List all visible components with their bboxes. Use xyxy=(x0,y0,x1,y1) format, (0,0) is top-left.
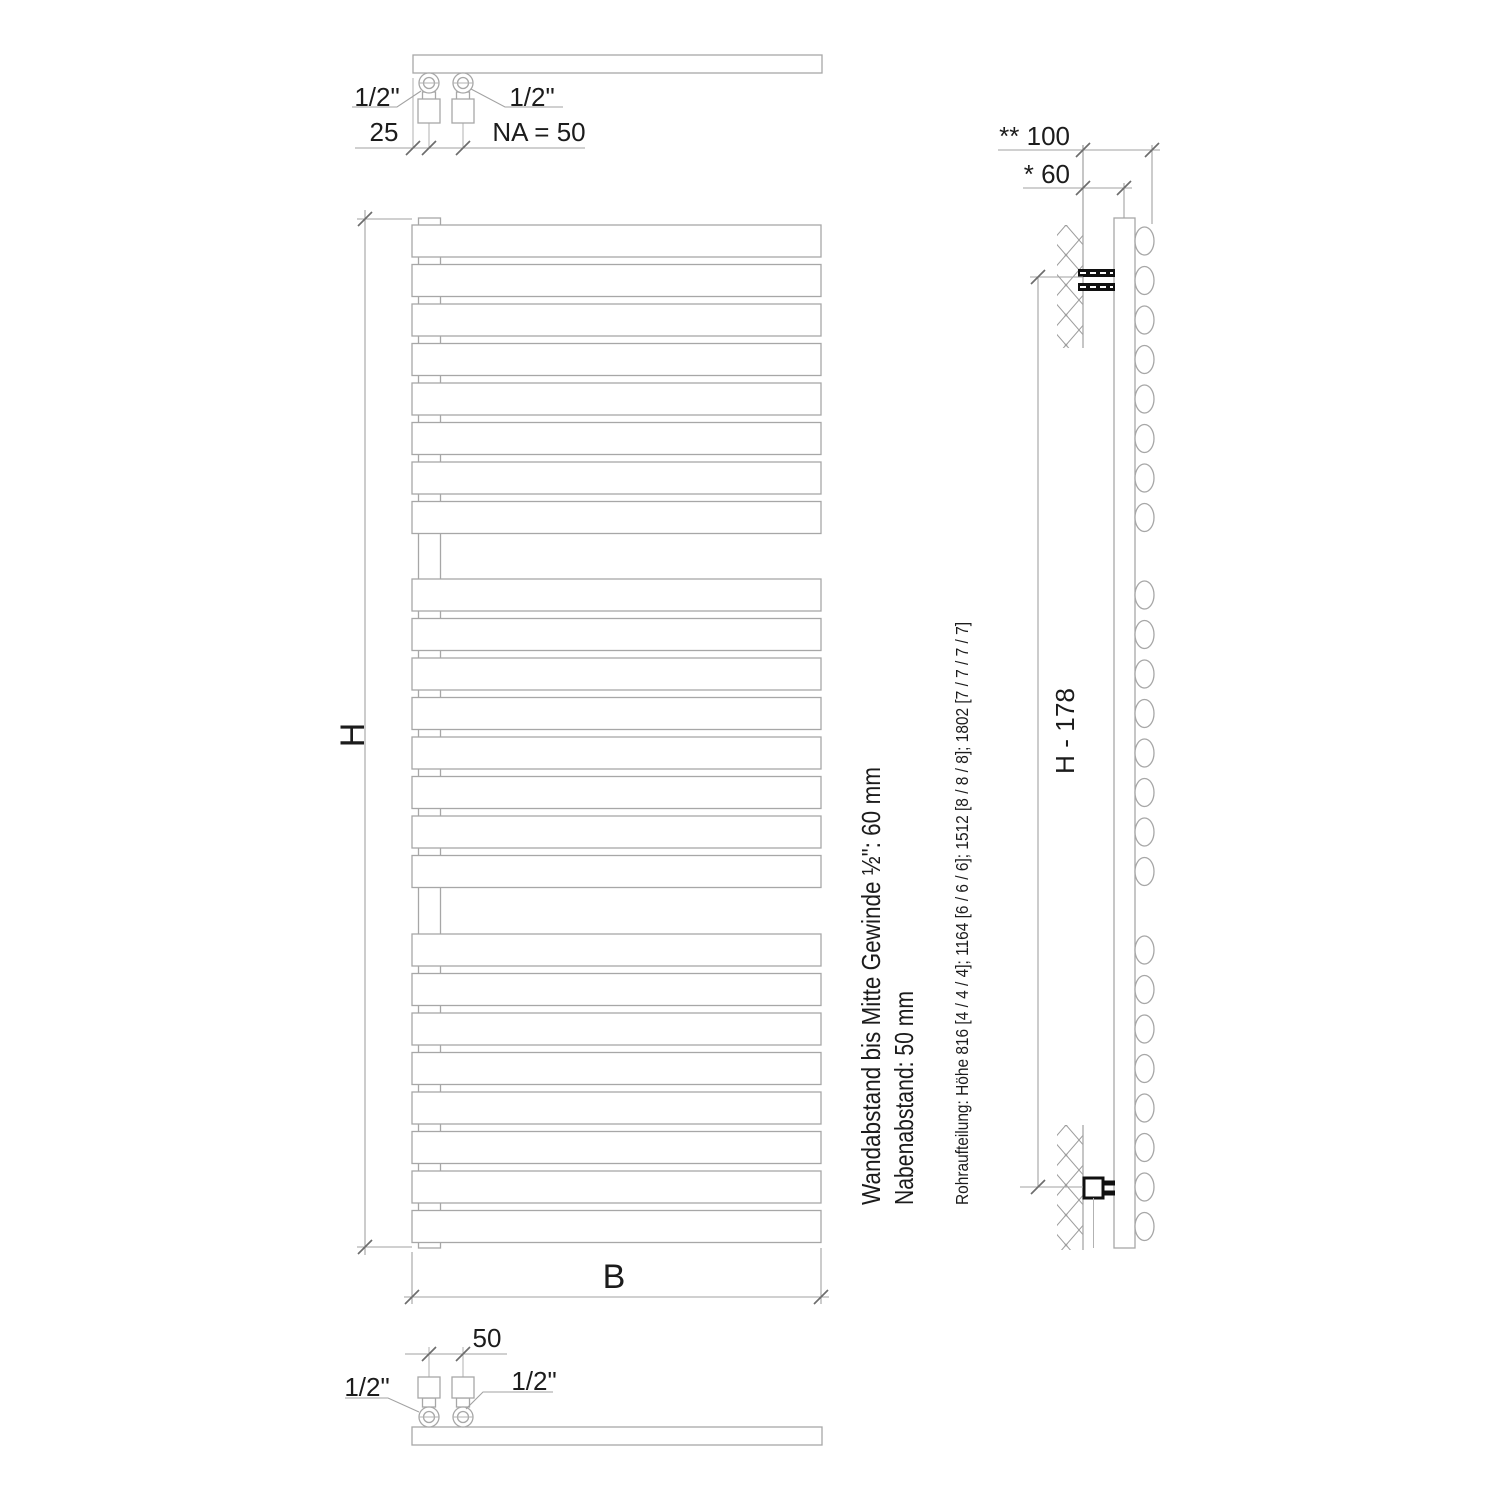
radiator-bar xyxy=(412,737,821,769)
bar-tube-section xyxy=(1135,621,1154,649)
bar-tube-section xyxy=(1135,504,1154,532)
bar-tube-section xyxy=(1135,425,1154,453)
note-hub-spacing: Nabenabstand: 50 mm xyxy=(889,941,919,1205)
bottom-tube xyxy=(412,1427,822,1445)
bar-tube-section xyxy=(1135,739,1154,767)
hub-spacing-label: 50 xyxy=(472,1323,502,1353)
bar-tube-section xyxy=(1135,660,1154,688)
radiator-bar xyxy=(412,1092,821,1124)
radiator-bar xyxy=(412,304,821,336)
bar-tube-section xyxy=(1135,1213,1154,1241)
width-label: B xyxy=(602,1258,626,1296)
top-tube xyxy=(413,55,822,73)
radiator-bar xyxy=(412,462,821,494)
radiator-bar xyxy=(412,658,821,690)
front-view xyxy=(334,210,829,1304)
thread-size-label: 1/2" xyxy=(511,1366,557,1396)
bar-tube-section xyxy=(1135,1094,1154,1122)
bar-tube-section xyxy=(1135,700,1154,728)
bar-tube-section xyxy=(1135,779,1154,807)
pipe-center-dimension xyxy=(1023,159,1132,218)
radiator-bar xyxy=(412,265,821,297)
radiator-bar xyxy=(412,1171,821,1203)
wall-distance-dimension xyxy=(998,121,1160,224)
radiator-bar xyxy=(412,423,821,455)
thread-size-label: 1/2" xyxy=(354,82,400,112)
note-wall-distance: Wandabstand bis Mitte Gewinde ½": 60 mm xyxy=(856,699,886,1205)
radiator-bar xyxy=(412,1013,821,1045)
bottom-connection-detail xyxy=(344,1323,822,1445)
pipe-center-label: * 60 xyxy=(1023,159,1070,189)
height-label: H xyxy=(334,722,372,748)
bar-tube-section xyxy=(1135,936,1154,964)
radiator-bar xyxy=(412,1132,821,1164)
bar-tube-sections xyxy=(1135,227,1154,1241)
edge-offset-label: 25 xyxy=(369,117,399,147)
width-dimension xyxy=(404,1248,829,1304)
collector-tube-side xyxy=(1114,218,1135,1248)
bar-tube-section xyxy=(1135,1173,1154,1201)
radiator-bar xyxy=(412,619,821,651)
bar-tube-section xyxy=(1135,1015,1154,1043)
mounting-bracket xyxy=(1084,1178,1115,1248)
radiator-bar xyxy=(412,974,821,1006)
radiator-bar xyxy=(412,934,821,966)
bar-tube-section xyxy=(1135,227,1154,255)
radiator-bar xyxy=(412,383,821,415)
valve-icon xyxy=(452,73,474,123)
radiator-bar xyxy=(412,1053,821,1085)
bar-tube-section xyxy=(1135,346,1154,374)
radiator-bars xyxy=(412,225,821,1243)
installation-notes xyxy=(856,544,972,1205)
radiator-bar xyxy=(412,777,821,809)
radiator-bar xyxy=(412,225,821,257)
side-view xyxy=(998,121,1160,1250)
mount-height-dimension xyxy=(1020,270,1083,1194)
bar-tube-section xyxy=(1135,818,1154,846)
top-connection-detail xyxy=(352,55,822,155)
bar-tube-section xyxy=(1135,267,1154,295)
wall-distance-label: ** 100 xyxy=(999,121,1070,151)
mount-height-label: H - 178 xyxy=(1050,688,1080,774)
radiator-bar xyxy=(412,1211,821,1243)
valve-icon xyxy=(418,73,440,123)
bar-tube-section xyxy=(1135,306,1154,334)
radiator-bar xyxy=(412,502,821,534)
hub-spacing-label: NA = 50 xyxy=(492,117,586,147)
valve-icon xyxy=(452,1377,474,1427)
note-tube-layout: Rohraufteilung: Höhe 816 [4 / 4 / 4]; 1164 [6 / 6 / 6]; 1512 [8 / 8 / 8]; 1802 [7 / 7 / 7 / 7] xyxy=(952,544,972,1205)
bar-tube-section xyxy=(1135,385,1154,413)
bar-tube-section xyxy=(1135,464,1154,492)
bar-tube-section xyxy=(1135,1055,1154,1083)
valve-icon xyxy=(418,1377,440,1427)
height-dimension xyxy=(334,210,412,1255)
bar-tube-section xyxy=(1135,858,1154,886)
bar-tube-section xyxy=(1135,581,1154,609)
thread-size-label: 1/2" xyxy=(509,82,555,112)
radiator-bar xyxy=(412,856,821,888)
thread-size-label: 1/2" xyxy=(344,1372,390,1402)
radiator-bar xyxy=(412,816,821,848)
bar-tube-section xyxy=(1135,1134,1154,1162)
radiator-bar xyxy=(412,698,821,730)
bar-tube-section xyxy=(1135,976,1154,1004)
radiator-bar xyxy=(412,579,821,611)
radiator-bar xyxy=(412,344,821,376)
